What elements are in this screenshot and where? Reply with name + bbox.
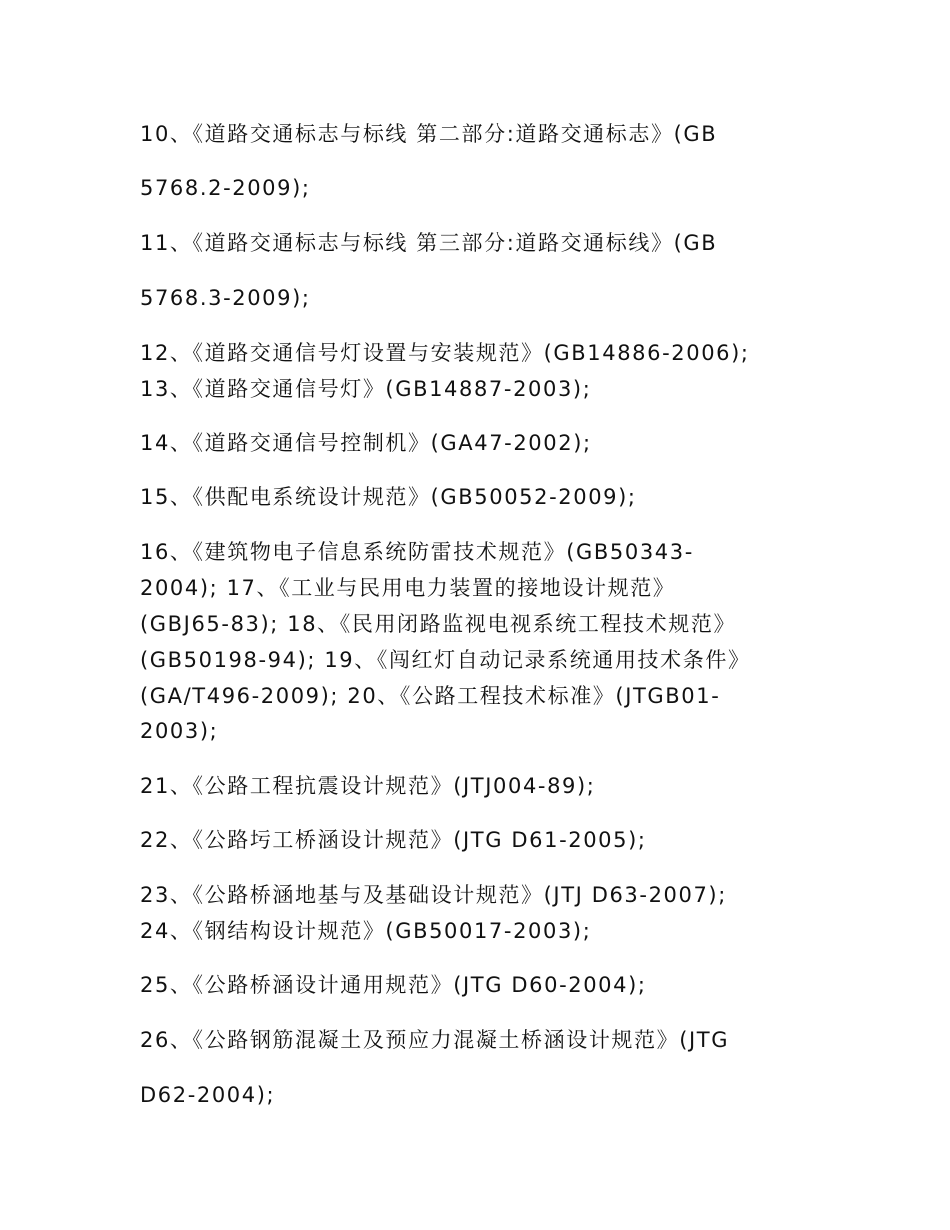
text-line: 26、《公路钢筋混凝土及预应力混凝土桥涵设计规范》(JTG	[140, 1028, 730, 1052]
text-line: D62-2004);	[140, 1083, 276, 1107]
text-line: 13、《道路交通信号灯》(GB14887-2003);	[140, 377, 592, 401]
text-line: 16、《建筑物电子信息系统防雷技术规范》(GB50343-	[140, 540, 694, 564]
text-line: (GA/T496-2009); 20、《公路工程技术标准》(JTGB01-	[140, 684, 721, 708]
text-line: 24、《钢结构设计规范》(GB50017-2003);	[140, 919, 592, 943]
text-line: 5768.3-2009);	[140, 286, 311, 310]
text-line: 22、《公路圬工桥涵设计规范》(JTG D61-2005);	[140, 828, 647, 852]
text-line: 11、《道路交通标志与标线 第三部分:道路交通标线》(GB	[140, 231, 718, 255]
text-line: 21、《公路工程抗震设计规范》(JTJ004-89);	[140, 774, 596, 798]
text-line: 5768.2-2009);	[140, 176, 311, 200]
text-line: 2004); 17、《工业与民用电力装置的接地设计规范》	[140, 576, 676, 600]
text-line: 10、《道路交通标志与标线 第二部分:道路交通标志》(GB	[140, 122, 718, 146]
text-line: 12、《道路交通信号灯设置与安装规范》(GB14886-2006);	[140, 341, 750, 365]
text-line: 25、《公路桥涵设计通用规范》(JTG D60-2004);	[140, 973, 647, 997]
text-line: 14、《道路交通信号控制机》(GA47-2002);	[140, 431, 592, 455]
text-line: 15、《供配电系统设计规范》(GB50052-2009);	[140, 485, 637, 509]
text-line: (GBJ65-83); 18、《民用闭路监视电视系统工程技术规范》	[140, 612, 737, 636]
text-line: 2003);	[140, 719, 219, 743]
text-line: (GB50198-94); 19、《闯红灯自动记录系统通用技术条件》	[140, 648, 751, 672]
text-line: 23、《公路桥涵地基与及基础设计规范》(JTJ D63-2007);	[140, 883, 727, 907]
